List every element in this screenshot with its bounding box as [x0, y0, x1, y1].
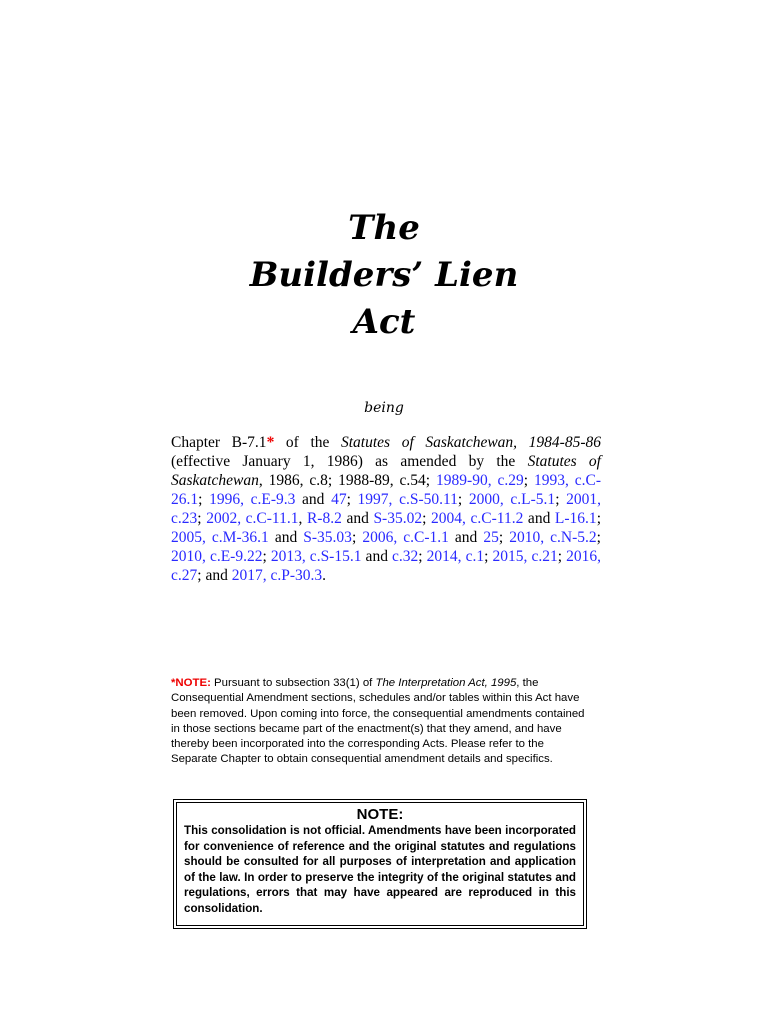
amendment-link[interactable]: L-16.1 [554, 510, 597, 527]
note-label: *NOTE: [171, 677, 211, 689]
text: Pursuant to subsection 33(1) of [210, 677, 376, 689]
being-label: being [364, 400, 404, 416]
text: (effective January 1, 1986) as amended by the [171, 453, 528, 470]
text: of the [274, 434, 341, 451]
official-note-box [173, 799, 587, 929]
amendment-link[interactable]: 2004, c.C-11.2 [431, 510, 524, 527]
amendment-link[interactable]: 2002, c.C-11.1 [206, 510, 299, 527]
amendment-link[interactable]: R-8.2 [306, 510, 342, 527]
amendment-link[interactable]: 2017, c.P-30.3 [231, 567, 323, 584]
amendment-link[interactable]: S-35.02 [373, 510, 423, 527]
amendment-link[interactable]: 25 [483, 529, 499, 546]
note-star: * [266, 434, 275, 451]
chapter-citation: Chapter B-7.1* of the Statutes of Saskatchewan, 1984-85-86 (effective January 1, 1986) as amended by the Statutes of Saskatchewan, 1986, c.8; 1988-89, c.54; 1989-90, c.29; 1993, c.C-26.1; 1996, c.E-9.3 and 47; 1997, c.S-50.11; 2000, c.L-5.1; 2001, c.23; 2002, c.C-11.1, R-8.2 and S-35.02; 2004, c.C-11.2 and L-16.1; 2005, c.M-36.1 and S-35.03; 2006, c.C-1.1 and 25; 2010, c.N-5.2; 2010, c.E-9.22; 2013, c.S-15.1 and c.32; 2014, c.1; 2015, c.21; 2016, c.27; and 2017, c.P-30.3. [171, 434, 602, 584]
amendment-link[interactable]: 1989-90, c.29 [436, 472, 524, 489]
amendment-link[interactable]: S-35.03 [303, 529, 352, 546]
amendment-link[interactable]: 2010, c.E-9.22 [171, 548, 263, 565]
amendment-link[interactable]: c.32 [392, 548, 419, 565]
title-line-2: Builders’ Lien [249, 255, 519, 295]
amendment-link[interactable]: 2005, c.M-36.1 [171, 529, 269, 546]
text: , the Consequential Amendment sections, schedules and/or tables within this Act have been removed. Upon coming into force, the consequential amendments contained in those sections became part of the enactment(s) that they amend, and have thereby been incorporated into the corresponding Acts. Please refer to the Separate Chapter to obtain consequential amendment details and specifics. [171, 677, 585, 766]
amendment-link[interactable]: 1993, c.C-26.1 [171, 472, 601, 508]
amendment-link[interactable]: 1996, c.E-9.3 [209, 491, 296, 508]
act-title [0, 205, 768, 346]
amendment-link[interactable]: 2000, c.L-5.1 [468, 491, 556, 508]
note-heading: NOTE: [356, 806, 404, 823]
amendment-link[interactable]: 2001, c.23 [171, 491, 602, 527]
amendment-link[interactable]: 1997, c.S-50.11 [357, 491, 458, 508]
consequential-note [171, 676, 587, 768]
amendment-link[interactable]: 2014, c.1 [426, 548, 485, 565]
title-line-1: The [348, 208, 420, 248]
chapter-number: Chapter B-7.1 [171, 434, 267, 451]
amendment-link[interactable]: 2015, c.21 [492, 548, 558, 565]
amendment-link[interactable]: 47 [331, 491, 347, 508]
title-line-3: Act [352, 302, 416, 342]
statutes-name: Statutes of Saskatchewan, 1984-85-86 [341, 434, 601, 451]
amendment-link[interactable]: 2016, c.27 [171, 548, 602, 584]
official-note-inner [176, 802, 584, 926]
text: , 1986, c.8; 1988-89, c.54; [258, 472, 437, 489]
note-body: This consolidation is not official. Amendments have been incorporated for convenience of reference and the original statutes and regulations should be consulted for all purposes of interpretation and application of the law. In order to preserve the integrity of the original statutes and regulations, errors that may have appeared are reproduced in this consolidation. [184, 824, 576, 915]
amendment-link[interactable]: 2010, c.N-5.2 [509, 529, 597, 546]
act-name: The Interpretation Act, 1995 [375, 677, 517, 689]
amendment-link[interactable]: 2013, c.S-15.1 [270, 548, 362, 565]
statutes-name-2: Statutes of Saskatchewan [171, 453, 601, 489]
amendment-link[interactable]: 2006, c.C-1.1 [362, 529, 449, 546]
